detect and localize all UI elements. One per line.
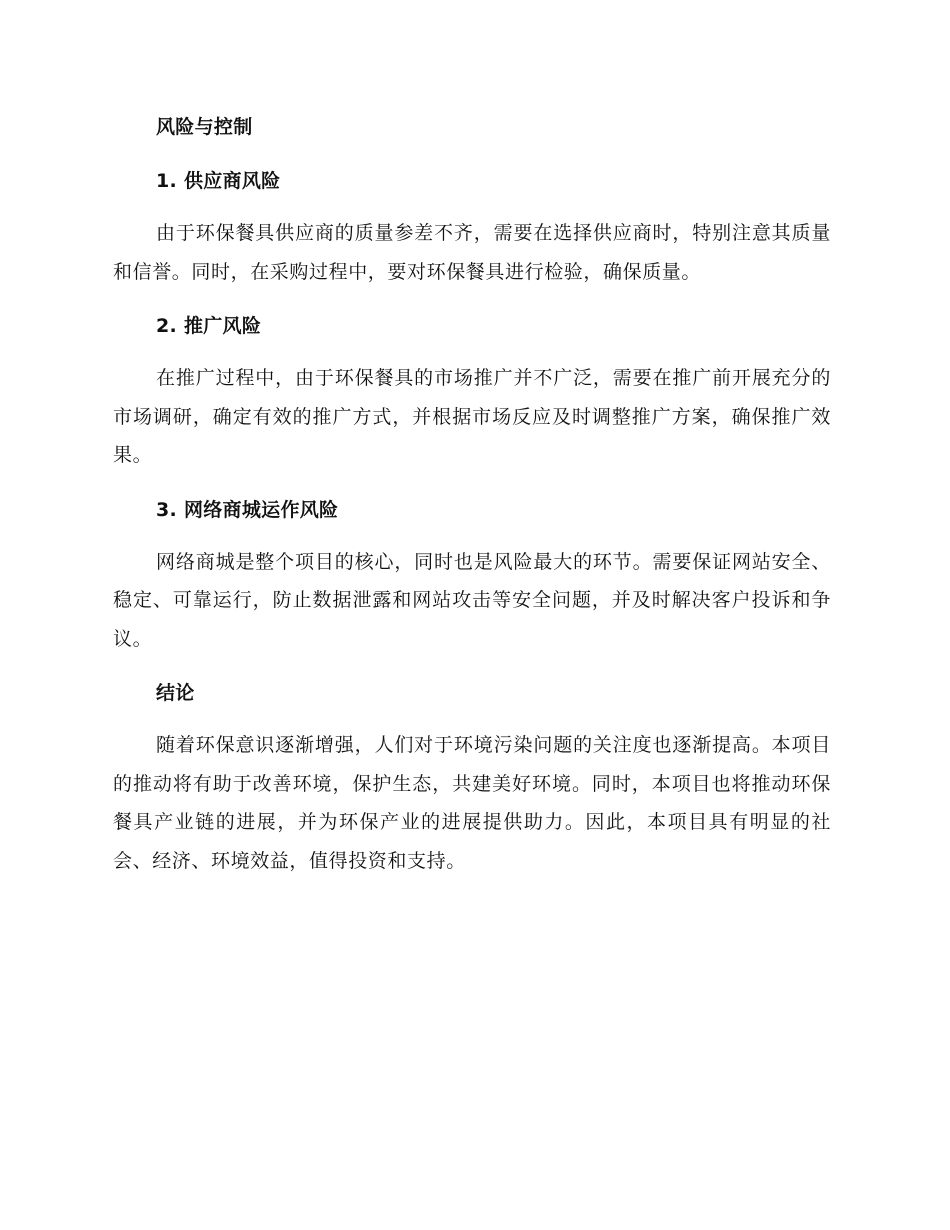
risk-heading-online-mall: 3. 网络商城运作风险 [156,498,339,521]
risk-heading-promotion: 2. 推广风险 [156,315,262,337]
risk-heading-supplier: 1. 供应商风险 [156,170,281,192]
risk-paragraph-online-mall: 网络商城是整个项目的核心，同时也是风险最大的环节。需要保证网站安全、稳定、可靠运行，防止数据泄露和网站攻击等安全问题，并及时解决客户投诉和争议。 [113,550,831,650]
conclusion-title: 结论 [156,682,195,704]
risk-paragraph-supplier: 由于环保餐具供应商的质量参差不齐，需要在选择供应商时，特别注意其质量和信誉。同时，在采购过程中，要对环保餐具进行检验，确保质量。 [113,222,831,283]
document-body [113,108,831,896]
risk-paragraph-promotion: 在推广过程中，由于环保餐具的市场推广并不广泛，需要在推广前开展充分的市场调研，确定有效的推广方式，并根据市场反应及时调整推广方案，确保推广效果。 [113,367,831,466]
conclusion-paragraph: 随着环保意识逐渐增强，人们对于环境污染问题的关注度也逐渐提高。本项目的推动将有助于改善环境，保护生态，共建美好环境。同时，本项目也将推动环保餐具产业链的进展，并为环保产业的进展提供助力。因此，本项目具有明显的社会、经济、环境效益，值得投资和支持。 [113,734,831,872]
section-title: 风险与控制 [156,116,253,138]
